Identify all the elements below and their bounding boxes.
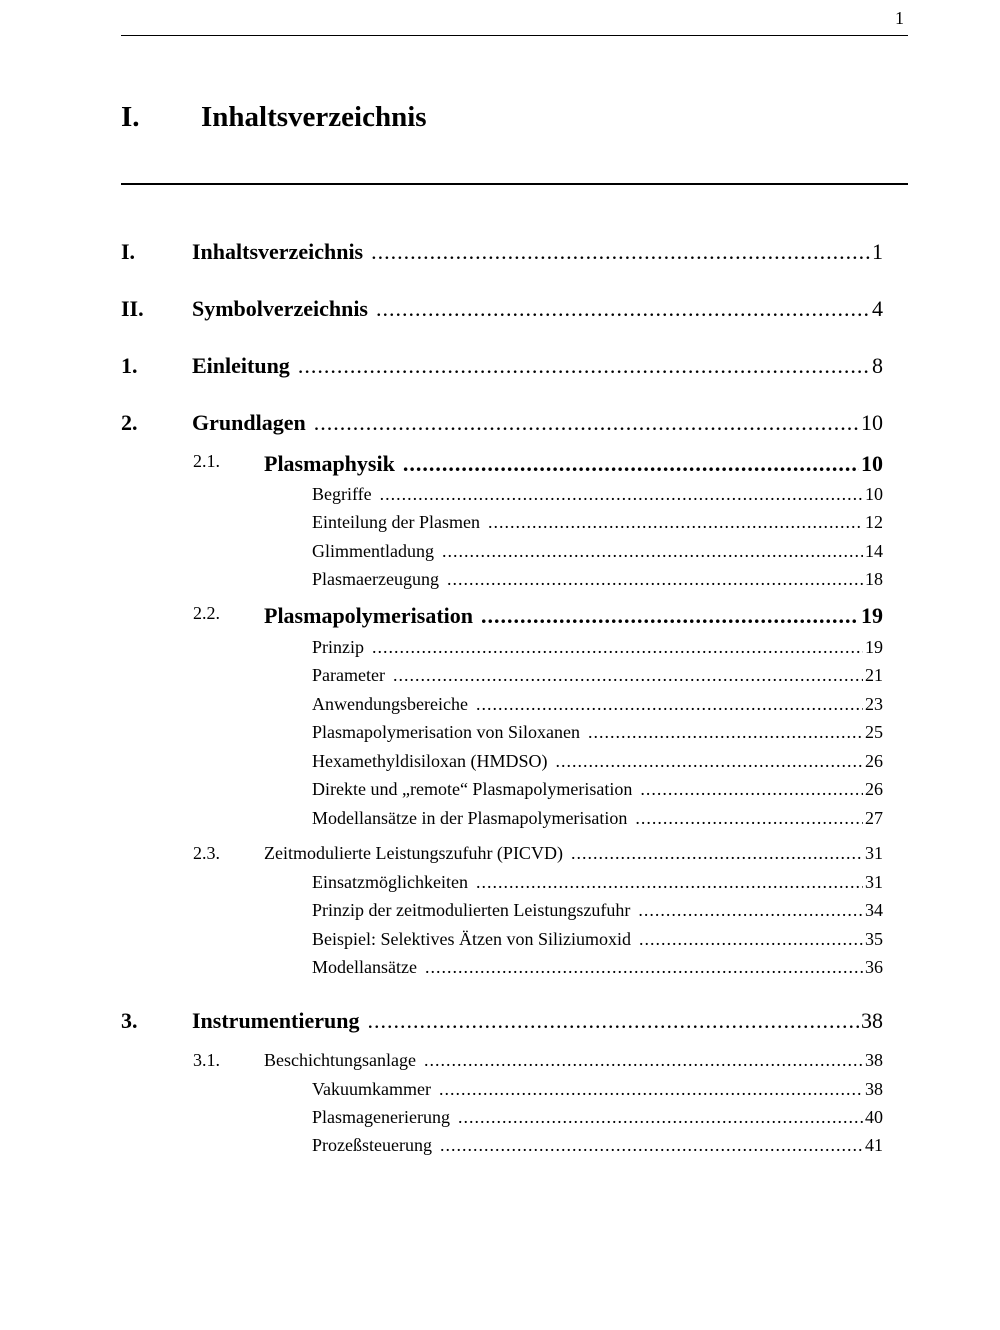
toc-entry-label: Direkte und „remote“ Plasmapolymerisation xyxy=(312,779,633,799)
toc-entry-subsection[interactable] xyxy=(312,1107,883,1128)
toc-entry-page: 25 xyxy=(865,722,883,742)
toc-entry-label: Hexamethyldisiloxan (HMDSO) xyxy=(312,751,548,771)
toc-leader-dots xyxy=(481,603,859,629)
toc-entry-page: 31 xyxy=(865,843,883,863)
toc-entry-section[interactable] xyxy=(193,843,883,864)
toc-entry-subsection[interactable] xyxy=(312,512,883,533)
toc-entry-label: Anwendungsbereiche xyxy=(312,694,468,714)
toc-leader-dots xyxy=(458,1107,863,1128)
toc-entry-label: Einteilung der Plasmen xyxy=(312,512,480,532)
toc-leader-dots xyxy=(403,451,859,477)
toc-entry-page: 26 xyxy=(865,779,883,799)
toc-entry-subsection[interactable] xyxy=(312,957,883,978)
toc-leader-dots xyxy=(314,410,859,436)
toc-entry-section[interactable] xyxy=(193,451,883,477)
toc-entry-label: Prinzip der zeitmodulierten Leistungszufuhr xyxy=(312,900,631,920)
chapter-heading-number: I. xyxy=(121,101,140,133)
toc-entry-subsection[interactable] xyxy=(312,541,883,562)
toc-entry-page: 35 xyxy=(865,929,883,949)
toc-leader-dots xyxy=(640,779,863,800)
header-rule xyxy=(121,35,908,36)
toc-entry-number: 1. xyxy=(121,353,138,378)
toc-leader-dots xyxy=(380,484,863,505)
toc-leader-dots xyxy=(371,239,870,265)
toc-entry-page: 27 xyxy=(865,808,883,828)
toc-entry-label: Einsatzmöglichkeiten xyxy=(312,872,468,892)
toc-entry-subsection[interactable] xyxy=(312,665,883,686)
toc-leader-dots xyxy=(555,751,863,772)
toc-entry-page: 12 xyxy=(865,512,883,532)
toc-leader-dots xyxy=(424,1050,863,1071)
toc-entry-section[interactable] xyxy=(193,603,883,629)
toc-leader-dots xyxy=(476,872,863,893)
toc-entry-subsection[interactable] xyxy=(312,569,883,590)
toc-entry-subsection[interactable] xyxy=(312,637,883,658)
toc-leader-dots xyxy=(447,569,863,590)
toc-entry-label: Plasmapolymerisation xyxy=(264,603,473,628)
toc-entry-chapter[interactable] xyxy=(121,1008,883,1034)
toc-entry-label: Grundlagen xyxy=(192,410,306,435)
toc-entry-subsection[interactable] xyxy=(312,808,883,829)
toc-leader-dots xyxy=(639,929,863,950)
toc-entry-label: Modellansätze xyxy=(312,957,417,977)
toc-leader-dots xyxy=(638,900,863,921)
toc-leader-dots xyxy=(442,541,863,562)
toc-entry-label: Glimmentladung xyxy=(312,541,434,561)
toc-entry-label: Plasmaphysik xyxy=(264,451,395,476)
toc-entry-label: Vakuumkammer xyxy=(312,1079,431,1099)
toc-entry-section[interactable] xyxy=(193,1050,883,1071)
toc-entry-page: 36 xyxy=(865,957,883,977)
toc-entry-subsection[interactable] xyxy=(312,929,883,950)
toc-entry-page: 38 xyxy=(861,1008,883,1033)
toc-entry-page: 38 xyxy=(865,1079,883,1099)
toc-entry-label: Einleitung xyxy=(192,353,290,378)
toc-entry-subsection[interactable] xyxy=(312,722,883,743)
toc-entry-subsection[interactable] xyxy=(312,1135,883,1156)
toc-leader-dots xyxy=(588,722,863,743)
toc-entry-page: 21 xyxy=(865,665,883,685)
toc-entry-chapter[interactable] xyxy=(121,353,883,379)
toc-entry-page: 19 xyxy=(861,603,883,628)
toc-entry-label: Begriffe xyxy=(312,484,372,504)
toc-leader-dots xyxy=(635,808,863,829)
toc-entry-subsection[interactable] xyxy=(312,872,883,893)
toc-entry-subsection[interactable] xyxy=(312,779,883,800)
toc-entry-page: 8 xyxy=(872,353,883,378)
toc-entry-page: 40 xyxy=(865,1107,883,1127)
toc-entry-label: Plasmagenerierung xyxy=(312,1107,450,1127)
toc-leader-dots xyxy=(376,296,870,322)
toc-entry-label: Plasmapolymerisation von Siloxanen xyxy=(312,722,580,742)
toc-entry-number: II. xyxy=(121,296,144,321)
toc-entry-number: 3.1. xyxy=(193,1050,220,1070)
toc-entry-page: 26 xyxy=(865,751,883,771)
toc-entry-page: 1 xyxy=(872,239,883,264)
toc-entry-subsection[interactable] xyxy=(312,1079,883,1100)
toc-entry-number: 3. xyxy=(121,1008,138,1033)
toc-entry-page: 23 xyxy=(865,694,883,714)
toc-entry-number: I. xyxy=(121,239,136,264)
toc-leader-dots xyxy=(440,1135,863,1156)
toc-entry-chapter[interactable] xyxy=(121,410,883,436)
toc-entry-number: 2.3. xyxy=(193,843,220,863)
toc-entry-number: 2.2. xyxy=(193,603,220,623)
toc-leader-dots xyxy=(439,1079,863,1100)
toc-entry-subsection[interactable] xyxy=(312,484,883,505)
toc-entry-label: Parameter xyxy=(312,665,385,685)
toc-entry-subsection[interactable] xyxy=(312,694,883,715)
toc-entry-page: 10 xyxy=(861,451,883,476)
toc-entry-chapter[interactable] xyxy=(121,296,883,322)
page-number: 1 xyxy=(895,8,904,28)
toc-entry-page: 19 xyxy=(865,637,883,657)
toc-entry-subsection[interactable] xyxy=(312,751,883,772)
toc-leader-dots xyxy=(488,512,863,533)
toc-entry-label: Prinzip xyxy=(312,637,364,657)
chapter-heading-title: Inhaltsverzeichnis xyxy=(201,101,427,133)
toc-leader-dots xyxy=(393,665,863,686)
toc-entry-label: Prozeßsteuerung xyxy=(312,1135,432,1155)
toc-entry-page: 31 xyxy=(865,872,883,892)
toc-entry-number: 2.1. xyxy=(193,451,220,471)
toc-entry-page: 34 xyxy=(865,900,883,920)
toc-leader-dots xyxy=(367,1008,859,1034)
toc-leader-dots xyxy=(298,353,870,379)
toc-entry-label: Inhaltsverzeichnis xyxy=(192,239,364,264)
toc-entry-page: 10 xyxy=(861,410,883,435)
toc-entry-page: 10 xyxy=(865,484,883,504)
toc-entry-page: 14 xyxy=(865,541,883,561)
toc-entry-label: Instrumentierung xyxy=(192,1008,360,1033)
toc-entry-number: 2. xyxy=(121,410,138,435)
toc-entry-page: 18 xyxy=(865,569,883,589)
toc-entry-label: Beispiel: Selektives Ätzen von Siliziumoxid xyxy=(312,929,631,949)
toc-entry-subsection[interactable] xyxy=(312,900,883,921)
toc-entry-label: Modellansätze in der Plasmapolymerisation xyxy=(312,808,628,828)
toc-entry-page: 4 xyxy=(872,296,883,321)
toc-leader-dots xyxy=(571,843,863,864)
toc-entry-chapter[interactable] xyxy=(121,239,883,265)
toc-entry-label: Beschichtungsanlage xyxy=(264,1050,416,1070)
toc-leader-dots xyxy=(372,637,863,658)
title-rule xyxy=(121,183,908,185)
toc-entry-label: Plasmaerzeugung xyxy=(312,569,439,589)
toc-leader-dots xyxy=(425,957,863,978)
toc-entry-page: 38 xyxy=(865,1050,883,1070)
toc-entry-label: Zeitmodulierte Leistungszufuhr (PICVD) xyxy=(264,843,563,863)
toc-entry-label: Symbolverzeichnis xyxy=(192,296,368,321)
toc-leader-dots xyxy=(476,694,863,715)
toc-entry-page: 41 xyxy=(865,1135,883,1155)
